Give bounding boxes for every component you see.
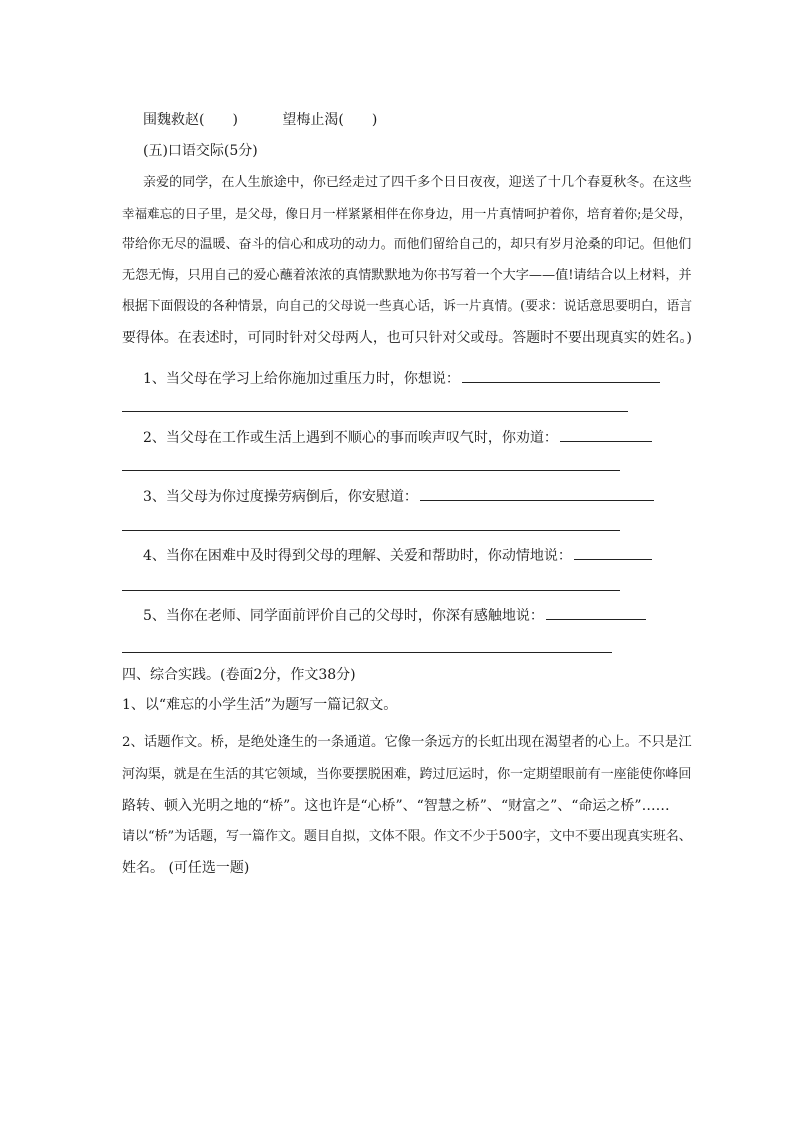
question-3 — [143, 486, 654, 507]
section5-paragraph-line-2: 幸福难忘的日子里，是父母，像日月一样紧紧相伴在你身边，用一片真情呵护着你，培育着你;是父母， — [122, 206, 692, 221]
question-3-text: 3、当父母为你过度操劳病倒后，你安慰道： — [143, 489, 418, 505]
question-4-blank[interactable] — [574, 545, 652, 560]
question-3-answer-line[interactable] — [122, 530, 620, 531]
question-1-answer-line[interactable] — [122, 411, 628, 412]
question-2 — [143, 427, 652, 448]
section5-paragraph-line-4: 无怨无悔，只用自己的爱心蘸着浓浓的真情默默地为你书写着一个大字——值!请结合以上材料，并 — [122, 268, 692, 283]
question-1-blank[interactable] — [462, 368, 660, 383]
question-5-blank[interactable] — [546, 605, 646, 620]
section5-paragraph-line-6: 要得体。在表述时，可同时针对父母两人，也可只针对父或母。答题时不要出现真实的姓名。) — [122, 330, 692, 346]
section4-heading: 四、综合实践。(卷面2分，作文38分) — [122, 667, 356, 683]
question-1-text: 1、当父母在学习上给你施加过重压力时，你想说： — [143, 371, 460, 387]
section4-item-2-line-4: 请以“桥”为话题，写一篇作文。题目自拟，文体不限。作文不少于500字，文中不要出现真实班名、 — [122, 829, 692, 844]
question-2-text: 2、当父母在工作或生活上遇到不顺心的事而唉声叹气时，你劝道： — [143, 430, 558, 446]
section4-item-1: 1、以“难忘的小学生活”为题写一篇记叙文。 — [122, 697, 398, 713]
idiom-wangmeizhike: 望梅止渴( ) — [282, 112, 378, 128]
question-5-answer-line[interactable] — [122, 652, 612, 653]
section4-item-2-line-3: 路转、顿入光明之地的“桥”。这也许是“心桥”、“智慧之桥”、“财富之”、“命运之桥”…… — [122, 798, 670, 814]
section5-heading: (五)口语交际(5分) — [143, 143, 258, 159]
section5-paragraph-line-3: 带给你无尽的温暖、奋斗的信心和成功的动力。而他们留给自己的，却只有岁月沧桑的印记。但他们 — [122, 237, 692, 252]
section4-item-2-line-1: 2、话题作文。桥，是绝处逢生的一条通道。它像一条远方的长虹出现在渴望者的心上。不只是江 — [122, 735, 692, 750]
question-4 — [143, 545, 652, 566]
question-5 — [143, 605, 646, 626]
idiom-weiweijiuzhao: 围魏救赵( ) — [143, 112, 238, 128]
section5-paragraph-line-5: 根据下面假设的各种情景，向自己的父母说一些真心话，诉一片真情。(要求：说话意思要明白，语言 — [122, 299, 693, 314]
question-4-text: 4、当你在困难中及时得到父母的理解、关爱和帮助时，你动情地说： — [143, 548, 572, 564]
question-3-blank[interactable] — [420, 486, 654, 501]
question-2-blank[interactable] — [560, 427, 652, 442]
question-4-answer-line[interactable] — [122, 590, 620, 591]
question-1 — [143, 368, 660, 389]
idiom-row — [143, 110, 377, 130]
section4-item-2-line-2: 河沟渠，就是在生活的其它领域，当你要摆脱困难，跨过厄运时，你一定期望眼前有一座能使你峰回 — [122, 767, 692, 782]
question-2-answer-line[interactable] — [122, 470, 620, 471]
question-5-text: 5、当你在老师、同学面前评价自己的父母时，你深有感触地说： — [143, 608, 544, 624]
section5-paragraph-line-1: 亲爱的同学，在人生旅途中，你已经走过了四千多个日日夜夜，迎送了十几个春夏秋冬。在这些 — [143, 175, 692, 190]
section4-item-2-line-5: 姓名。 (可任选一题) — [122, 860, 250, 876]
